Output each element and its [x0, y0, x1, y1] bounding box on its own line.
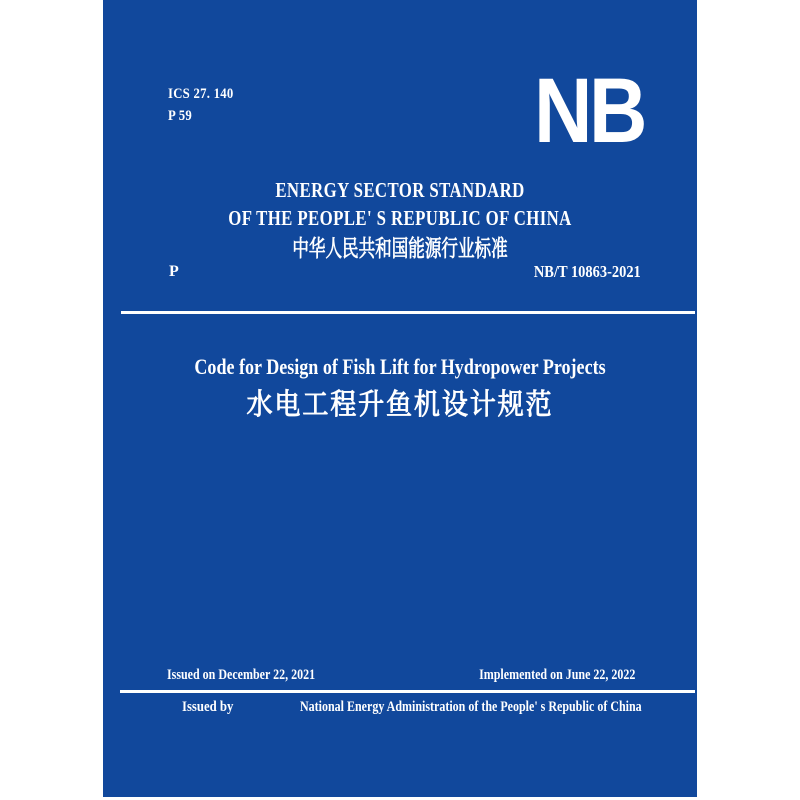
- divider-top: [121, 311, 695, 314]
- standard-title-en-line2: OF THE PEOPLE' S REPUBLIC OF CHINA: [228, 206, 572, 230]
- divider-bottom: [120, 690, 695, 693]
- issued-by-label: Issued by: [182, 699, 234, 715]
- document-title-en: Code for Design of Fish Lift for Hydropower Projects: [194, 354, 606, 379]
- issued-by-agency: National Energy Administration of the People' s Republic of China: [300, 699, 642, 715]
- standard-title-cn: 中华人民共和国能源行业标准: [292, 235, 508, 261]
- standard-number: NB/T 10863-2021: [534, 262, 641, 281]
- issued-on-date: Issued on December 22, 2021: [167, 667, 316, 683]
- standard-cover: [103, 0, 697, 797]
- record-number: P 59: [168, 108, 193, 124]
- ics-classification-block: [168, 83, 234, 127]
- ics-code: ICS 27. 140: [168, 86, 234, 102]
- document-title-cn: 水电工程升鱼机设计规范: [246, 389, 554, 421]
- implemented-on-date: Implemented on June 22, 2022: [478, 667, 635, 683]
- nb-logo: NB: [534, 60, 644, 162]
- category-code: P: [169, 263, 179, 280]
- standard-title-en-line1: ENERGY SECTOR STANDARD: [275, 178, 525, 202]
- standard-header: [103, 176, 697, 262]
